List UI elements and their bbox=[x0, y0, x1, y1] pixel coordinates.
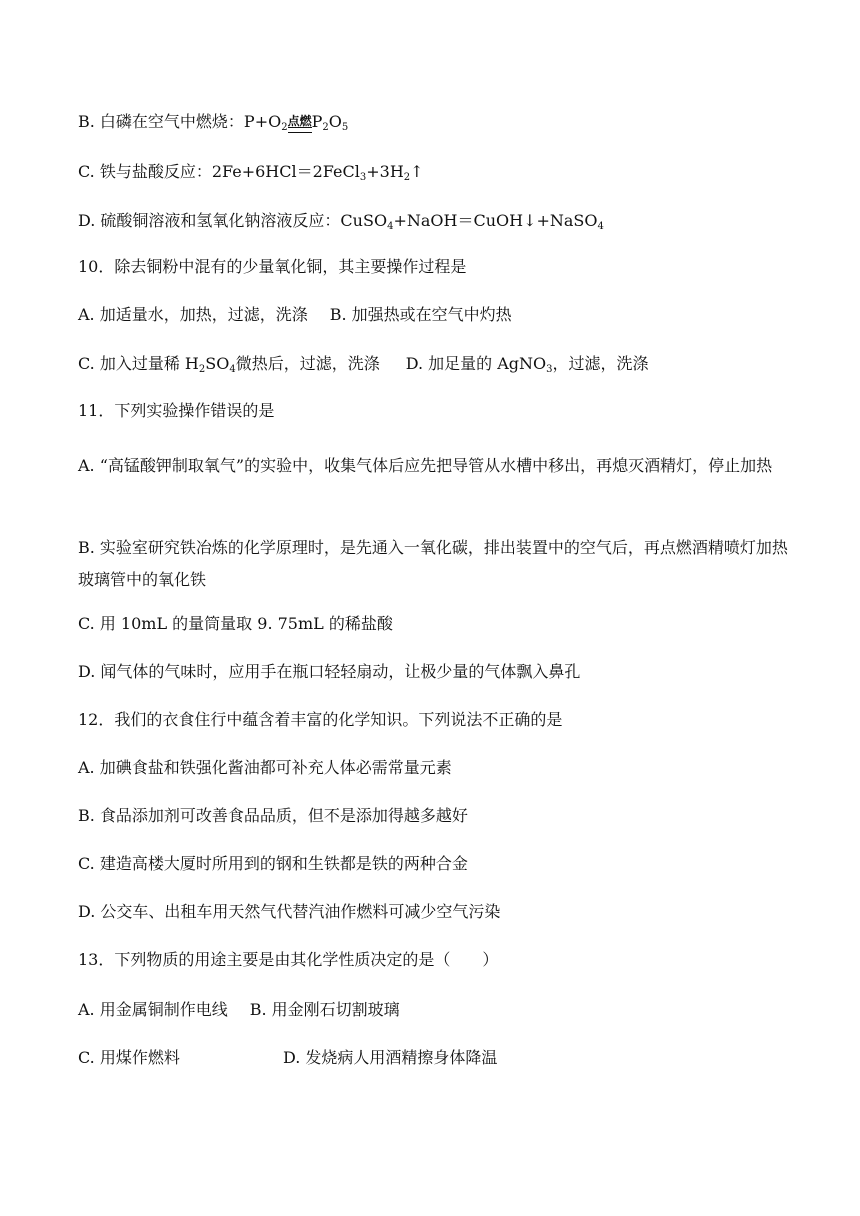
q10-option-b: B. 加强热或在空气中灼热 bbox=[329, 305, 512, 324]
q9-c-text: C. 铁与盐酸反应：2Fe+6HCl＝2FeCl bbox=[78, 162, 360, 181]
q13-option-a: A. 用金属铜制作电线 bbox=[78, 1000, 228, 1019]
q10-c-sub1: 2 bbox=[198, 364, 206, 375]
q10-options-cd bbox=[78, 354, 800, 374]
q11-option-d: D. 闻气体的气味时，应用手在瓶口轻轻扇动，让极少量的气体飘入鼻孔 bbox=[78, 662, 581, 681]
reaction-condition bbox=[288, 115, 312, 133]
q9-d-sub1: 4 bbox=[387, 221, 394, 232]
q10-option-a: A. 加适量水，加热，过滤，洗涤 bbox=[78, 305, 308, 324]
q13-option-c: C. 用煤作燃料 bbox=[78, 1048, 180, 1067]
q9-option-b bbox=[78, 112, 800, 133]
q9-option-d bbox=[78, 211, 800, 231]
q11-option-b: B. 实验室研究铁冶炼的化学原理时，是先通入一氧化碳，排出装置中的空气后，再点燃酒精喷灯加热玻璃管中的氧化铁 bbox=[78, 538, 788, 589]
q9-b-o: O bbox=[328, 112, 342, 131]
q11-option-a: A. “高锰酸钾制取氧气”的实验中，收集气体后应先把导管从水槽中移出，再熄灭酒精灯，停止加热 bbox=[78, 456, 773, 475]
q13-options-cd bbox=[78, 1048, 800, 1068]
q11-option-c: C. 用 10mL 的量筒量取 9. 75mL 的稀盐酸 bbox=[78, 614, 393, 633]
q9-option-c bbox=[78, 162, 800, 182]
q11-stem: 11．下列实验操作错误的是 bbox=[78, 401, 275, 420]
q9-d-text: D. 硫酸铜溶液和氢氧化钠溶液反应：CuSO bbox=[78, 211, 388, 230]
condition-label: 点燃 bbox=[287, 114, 312, 128]
q9-b-sub2: 2 bbox=[322, 122, 329, 133]
q10-d-suffix: ，过滤，洗涤 bbox=[552, 354, 649, 373]
q10-c-suffix: 微热后，过滤，洗涤 bbox=[235, 354, 380, 373]
q10-c-mid: SO bbox=[205, 354, 230, 373]
q9-b-sub3: 5 bbox=[341, 122, 349, 133]
q9-d-mid: +NaOH＝CuOH↓+NaSO bbox=[393, 211, 598, 230]
q13-options-ab bbox=[78, 1000, 800, 1020]
q9-d-sub2: 4 bbox=[597, 221, 604, 232]
q13-option-b: B. 用金刚石切割玻璃 bbox=[249, 1000, 400, 1019]
q9-c-mid: +3H bbox=[366, 162, 404, 181]
q12-option-b: B. 食品添加剂可改善食品品质，但不是添加得越多越好 bbox=[78, 806, 468, 825]
q12-stem: 12．我们的衣食住行中蕴含着丰富的化学知识。下列说法不正确的是 bbox=[78, 710, 563, 729]
q13-stem: 13．下列物质的用途主要是由其化学性质决定的是（ ） bbox=[78, 950, 499, 969]
q9-c-sub1: 3 bbox=[359, 172, 367, 183]
q10-option-d bbox=[406, 354, 649, 373]
q10-d-sub1: 3 bbox=[546, 364, 553, 375]
q12-option-a: A. 加碘食盐和铁强化酱油都可补充人体必需常量元素 bbox=[78, 758, 452, 777]
q9-c-sub2: 2 bbox=[403, 172, 411, 183]
q9-b-sub: 2 bbox=[281, 122, 288, 133]
q10-d-text: D. 加足量的 AgNO bbox=[405, 354, 547, 373]
q10-c-sub2: 4 bbox=[229, 364, 236, 375]
q10-options-ab bbox=[78, 305, 800, 325]
q10-stem: 10．除去铜粉中混有的少量氧化铜，其主要操作过程是 bbox=[78, 257, 467, 276]
q9-b-p: P bbox=[311, 112, 323, 131]
q10-c-text: C. 加入过量稀 H bbox=[78, 354, 199, 373]
q12-option-c: C. 建造高楼大厦时所用到的钢和生铁都是铁的两种合金 bbox=[78, 854, 468, 873]
q13-option-d: D. 发烧病人用酒精擦身体降温 bbox=[283, 1048, 498, 1067]
q9-b-text: B. 白磷在空气中燃烧：P+O bbox=[78, 112, 282, 131]
q10-option-c bbox=[78, 354, 380, 373]
q12-option-d: D. 公交车、出租车用天然气代替汽油作燃料可减少空气污染 bbox=[78, 902, 501, 921]
gas-arrow-icon: ↑ bbox=[410, 162, 424, 181]
